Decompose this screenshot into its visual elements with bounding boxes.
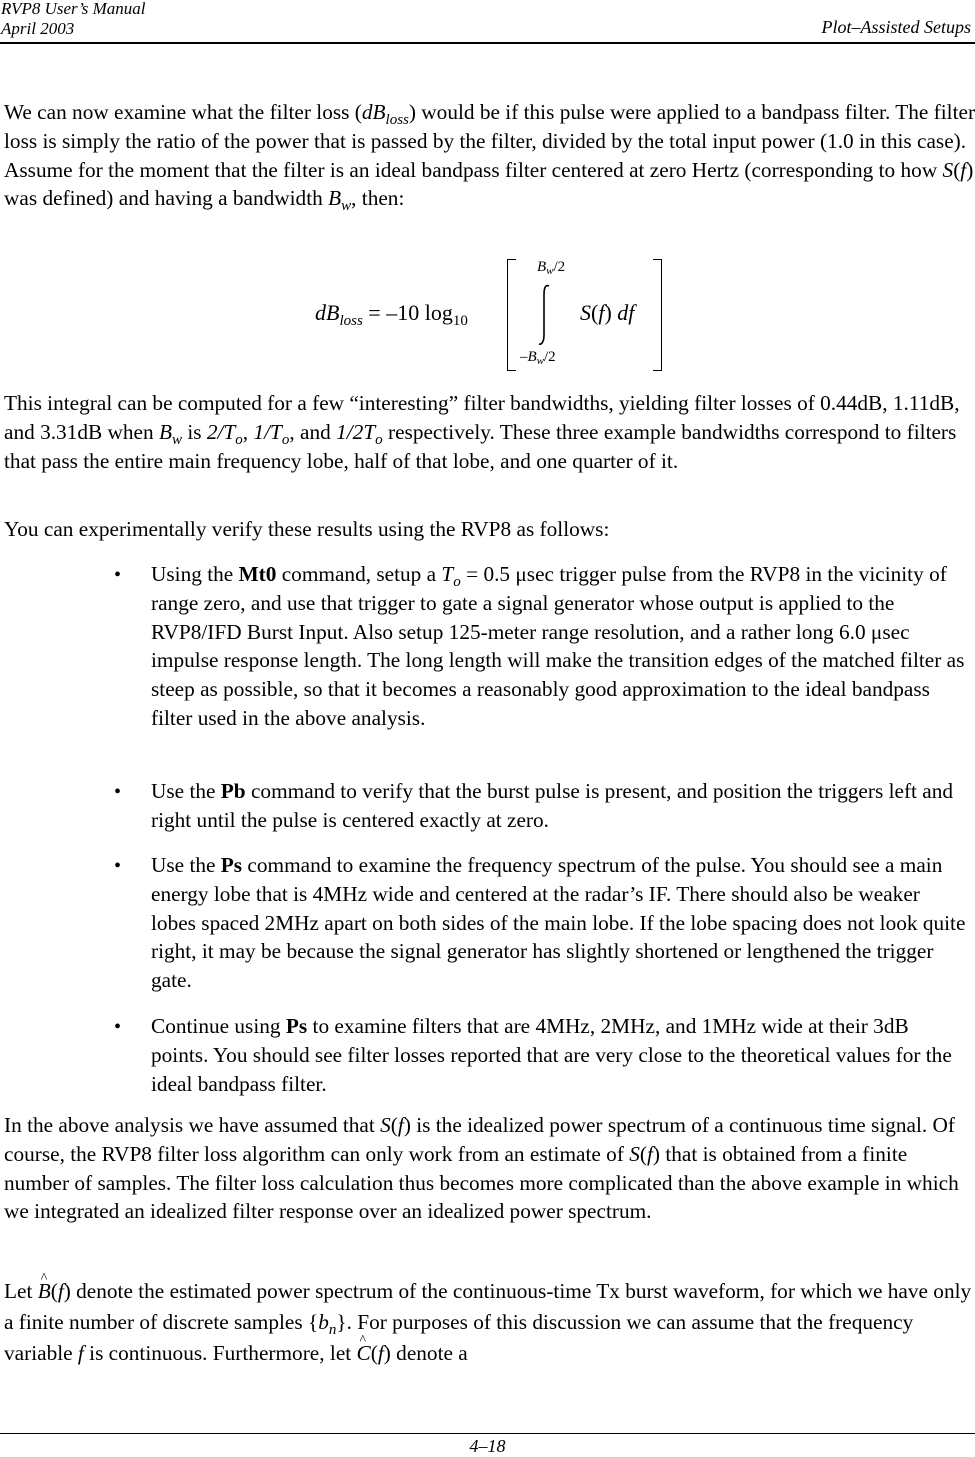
page-number: 4–18 xyxy=(469,1436,506,1456)
log-base: 10 xyxy=(452,313,468,329)
integral-sign-icon xyxy=(535,283,555,347)
limit-tail: /2 xyxy=(544,349,556,365)
text: Let xyxy=(4,1279,38,1303)
math-arg: f xyxy=(646,1141,653,1166)
math-var-hat: ^ C xyxy=(357,1338,371,1369)
text: is the idealized power spectrum of a continuous time signal. Of course, the RVP8 filter loss algorithm can only work from an estimate of xyxy=(4,1113,956,1166)
math-arg: f xyxy=(598,300,605,325)
math-sub: loss xyxy=(339,313,363,329)
text: command to verify that the burst pulse is present, and position the triggers left and right until the pulse is centered exactly at zero. xyxy=(151,779,954,832)
left-bracket xyxy=(507,259,516,371)
section-title: Plot–Assisted Setups xyxy=(821,17,971,37)
math-arg: f xyxy=(960,157,967,182)
math-var: T xyxy=(441,562,454,586)
text: command to examine the frequency spectrum of the pulse. You should see a main energy lobe that is 4MHz wide and centered at the radar’s IF. There should also be weaker lobes spaced 2MHz apart on both sides of the main lobe. If the lobe spacing does not look quite right, it may be because the signal generator has slightly shortened or lengthened the trigger gate. xyxy=(151,853,966,993)
footer-rule xyxy=(0,1433,975,1434)
upper-limit xyxy=(537,259,565,276)
math-sub: o xyxy=(235,431,243,448)
text: that is obtained from a finite number of samples. The filter loss calculation thus becomes more complicated than the above example in which we integrated an idealized filter response over an idealized power spectrum. xyxy=(4,1141,959,1224)
text: was defined) and having a bandwidth xyxy=(4,186,329,211)
text: μsec trigger pulse from the RVP8 in the vicinity of range zero, and use that trigger to gate a signal generator whose output is applied to the RVP8/IFD Burst Input. Also setup 125-meter range resolution, and a rather long 6.0 μsec impulse response length. The long length will make the transition edges of the matched filter as steep as possible, so that it becomes a reasonably good approximation to the ideal bandpass filter used in the above analysis. xyxy=(151,562,965,730)
math-expr: 2/T xyxy=(206,419,236,444)
bullet-item-ps xyxy=(151,851,969,995)
math-var: S xyxy=(629,1141,640,1166)
text: , and xyxy=(289,419,337,444)
text: , then: xyxy=(351,186,405,211)
paragraph-estimated-spectrum: Let ^ B(f) denote the estimated power spectrum of the continuous-time Tx burst waveform, for which we have only a finite number of discrete samples $\{b_n\}$. For purposes of this discussion we can assume that the frequency variable f is continuous. Furthermore, let ^ C(f) denote a xyxy=(4,1276,975,1369)
header-date: April 2003 xyxy=(1,19,75,38)
bullet-icon: • xyxy=(114,1016,122,1038)
command-name: Ps xyxy=(285,1014,308,1038)
math-sub: w xyxy=(341,198,352,215)
math-var: b xyxy=(318,1310,329,1334)
bullet-item-ps-filters xyxy=(151,1012,969,1098)
text: denote a xyxy=(390,1341,468,1365)
text: This integral can be computed for a few “interesting” filter bandwidths, yielding filter losses of 0.44dB, 1.11dB, and 3.31dB when xyxy=(4,391,960,444)
math-var-hat: ^ B xyxy=(38,1276,51,1307)
command-name: Mt0 xyxy=(238,562,277,586)
text: , xyxy=(242,419,254,444)
right-bracket xyxy=(653,259,662,371)
math-var: S xyxy=(380,1113,391,1137)
page-header xyxy=(0,0,975,44)
math-sub: loss xyxy=(385,112,409,128)
bullet-icon: • xyxy=(114,781,122,803)
text: . For purposes of this discussion we can assume that the frequency variable xyxy=(4,1310,914,1365)
manual-title: RVP8 User’s Manual xyxy=(1,0,146,18)
set-brace: { xyxy=(307,1310,319,1334)
limit-tail: /2 xyxy=(553,259,566,275)
text: Use the xyxy=(151,779,221,803)
math-sub: o xyxy=(453,574,461,590)
paragraph-verify-intro: You can experimentally verify these results using the RVP8 as follows: xyxy=(4,517,610,541)
equation-lhs xyxy=(315,299,468,327)
math-var: S xyxy=(942,157,954,182)
math-sub: w xyxy=(172,431,183,448)
paragraph-filter-loss-intro: We can now examine what the filter loss $(dB_{loss})$ would be if this pulse were applied to a bandpass filter. The filter loss is simply the ratio of the power that is passed by the filter, divided by the total input power (1.0 in this case). Assume for the moment that the filter is an ideal bandpass filter centered at zero Hertz (corresponding to how S(f) was defined) and having a bandwidth $B_w$, then: xyxy=(4,100,975,215)
math-arg: f xyxy=(377,1341,384,1365)
math-sub: n xyxy=(328,1322,337,1338)
math-var: dB xyxy=(361,100,386,124)
bullet-item-mt0 xyxy=(151,560,969,733)
text: is continuous. Furthermore, let xyxy=(83,1341,357,1365)
header-rule xyxy=(0,42,975,44)
math-value: = 0.5 xyxy=(460,562,511,586)
math-var: S xyxy=(580,300,591,325)
paragraph-analysis-assumption: In the above analysis we have assumed that S(f) is the idealized power spectrum of a continuous time signal. Of course, the RVP8 filter loss algorithm can only work from an estimate of S(f) that is obtained from a finite number of samples. The filter loss calculation thus becomes more complicated than the above example in which we integrated an idealized filter response over an idealized power spectrum. xyxy=(4,1113,959,1224)
set-brace: } xyxy=(336,1310,347,1334)
command-name: Ps xyxy=(220,853,243,877)
text: denote the estimated power spectrum of the continuous-time Tx burst waveform, for which we have only a finite number of discrete samples xyxy=(4,1279,972,1334)
filter-loss-equation xyxy=(310,255,710,375)
math-arg: f xyxy=(57,1279,64,1303)
math-sub: w xyxy=(536,355,545,367)
equation-operator: = –10 log xyxy=(362,300,453,325)
text: Continue using xyxy=(151,1014,286,1038)
text: Using the xyxy=(151,562,239,586)
math-var: f xyxy=(77,1341,84,1365)
math-var: B xyxy=(158,419,172,444)
text: respectively. These three example bandwidths correspond to filters that pass the entire main frequency lobe, half of that lobe, and one quarter of it. xyxy=(4,419,957,473)
text: We can now examine what the filter loss ( xyxy=(4,100,362,124)
math-expr: 1/2T xyxy=(336,419,376,444)
math-arg: f xyxy=(397,1113,404,1137)
math-sub: w xyxy=(546,265,554,277)
math-sub: o xyxy=(281,431,290,448)
math-expr: 1/T xyxy=(253,419,282,444)
math-sub: o xyxy=(375,431,383,448)
text: is xyxy=(182,419,207,444)
math-var: –B xyxy=(520,349,537,365)
header-left xyxy=(1,0,146,39)
lower-limit xyxy=(520,349,556,366)
text: ) would be if this pulse were applied to a bandpass filter. The filter loss is simply the ratio of the power that is passed by the filter, divided by the total input power (1.0 in this case). Assume for the moment that the filter is an ideal bandpass filter centered at zero Hertz (corresponding to how xyxy=(4,100,975,182)
text: to examine filters that are 4MHz, 2MHz, and 1MHz wide at their 3dB points. You should see filter losses reported that are very close to the theoretical values for the ideal bandpass filter. xyxy=(151,1014,952,1096)
text: Use the xyxy=(151,853,221,877)
command-name: Pb xyxy=(220,779,246,803)
text: command, setup a xyxy=(276,562,442,586)
paragraph-bandwidth-results xyxy=(4,389,975,475)
integrand: S(f) df xyxy=(580,300,635,325)
text: In the above analysis we have assumed that xyxy=(4,1113,381,1137)
math-var: B xyxy=(537,259,547,275)
math-var: B xyxy=(328,186,342,211)
math-var: dB xyxy=(315,300,340,325)
math-differential: df xyxy=(617,300,635,325)
bullet-icon: • xyxy=(114,855,122,877)
bullet-icon: • xyxy=(114,564,122,586)
bullet-item-pb xyxy=(151,777,969,835)
